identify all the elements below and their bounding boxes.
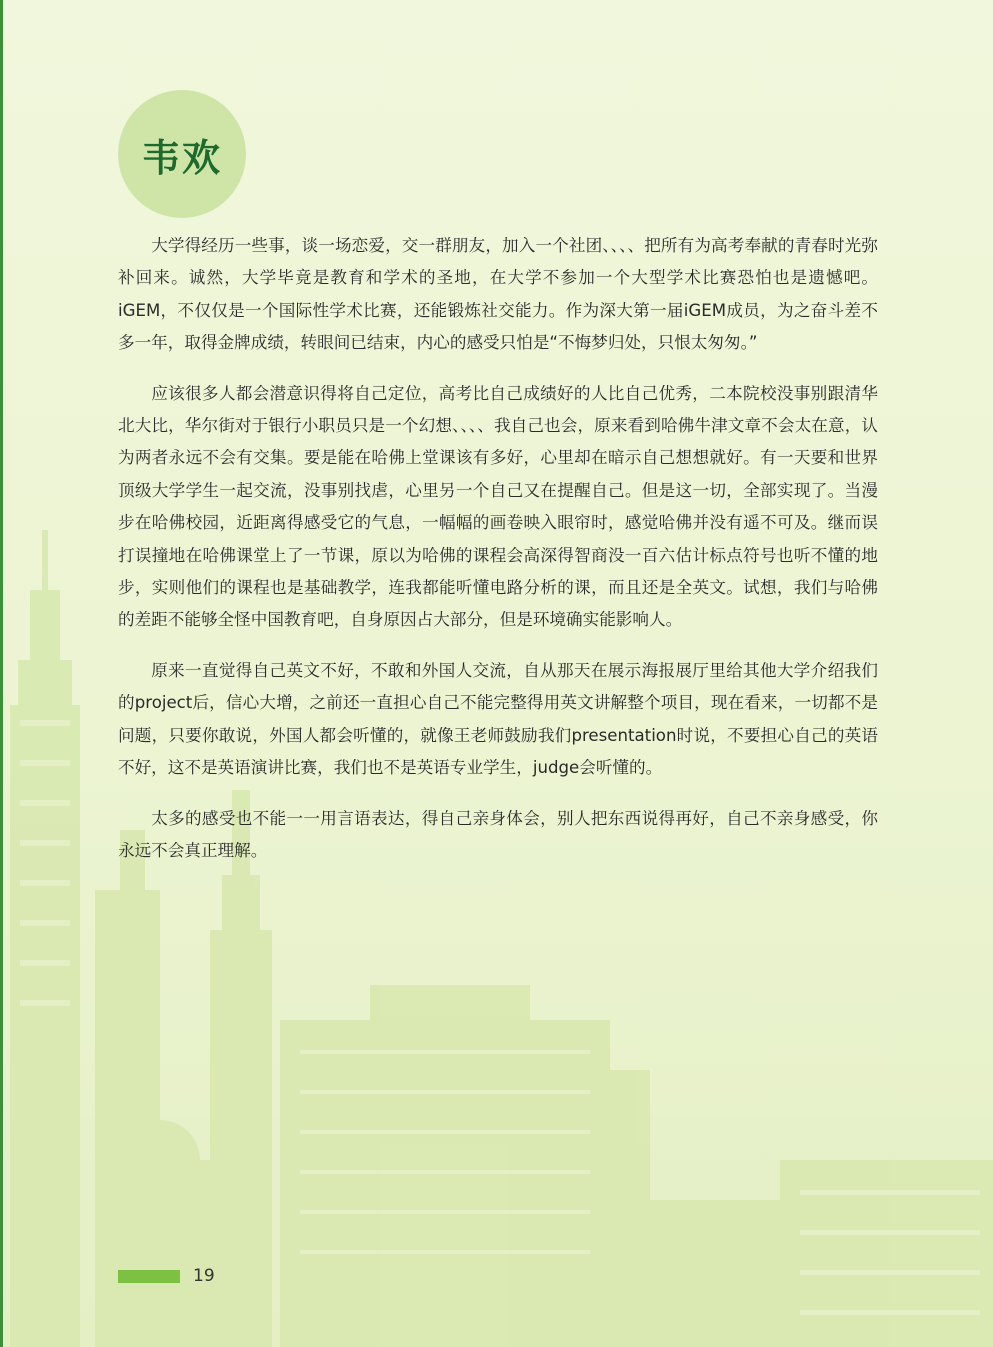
paragraph-3: 原来一直觉得自己英文不好，不敢和外国人交流，自从那天在展示海报展厅里给其他大学介绍我们的project后，信心大增，之前还一直担心自己不能完整得用英文讲解整个项目，现在看来，一切都不是问题，只要你敢说，外国人都会听懂的，就像王老师鼓励我们presentation时说，不要担心自己的英语不好，这不是英语演讲比赛，我们也不是英语专业学生，judge会听懂的。 [118, 660, 878, 778]
page-number: 19 [193, 1266, 215, 1286]
paragraph-2: 应该很多人都会潜意识得将自己定位，高考比自己成绩好的人比自己优秀，二本院校没事别跟清华北大比，华尔街对于银行小职员只是一个幻想、、、、我自己也会，原来看到哈佛牛津文章不会太在意，认为两者永远不会有交集。要是能在哈佛上堂课该有多好，心里却在暗示自己想想就好。有一天要和世界顶级大学学生一起交流，没事别找虐，心里另一个自己又在提醒自己。但是这一切，全部实现了。当漫步在哈佛校园，近距离得感受它的气息，一幅幅的画卷映入眼帘时，感觉哈佛并没有遥不可及。继而误打误撞地在哈佛课堂上了一节课，原以为哈佛的课程会高深得智商没一百六估计标点符号也听不懂的地步，实则他们的课程也是基础教学，连我都能听懂电路分析的课，而且还是全英文。试想，我们与哈佛的差距不能够全怪中国教育吧，自身原因占大部分，但是环境确实能影响人。 [118, 383, 878, 630]
paragraph-1: 大学得经历一些事，谈一场恋爱，交一群朋友，加入一个社团、、、、把所有为高考奉献的青春时光弥补回来。诚然，大学毕竟是教育和学术的圣地，在大学不参加一个大型学术比赛恐怕也是遗憾吧。iGEM，不仅仅是一个国际性学术比赛，还能锻炼社交能力。作为深大第一届iGEM成员，为之奋斗差不多一年，取得金牌成绩，转眼间已结束，内心的感受只怕是“不悔梦归处，只恨太匆匆。” [118, 236, 878, 353]
paragraph-4: 太多的感受也不能一一用言语表达，得自己亲身体会，别人把东西说得再好，自己不亲身感受，你永远不会真正理解。 [118, 808, 878, 860]
article-body [118, 230, 878, 885]
article-title: 韦欢 [141, 135, 222, 180]
title-circle-badge [118, 90, 246, 218]
footer-accent-bar [118, 1270, 180, 1283]
